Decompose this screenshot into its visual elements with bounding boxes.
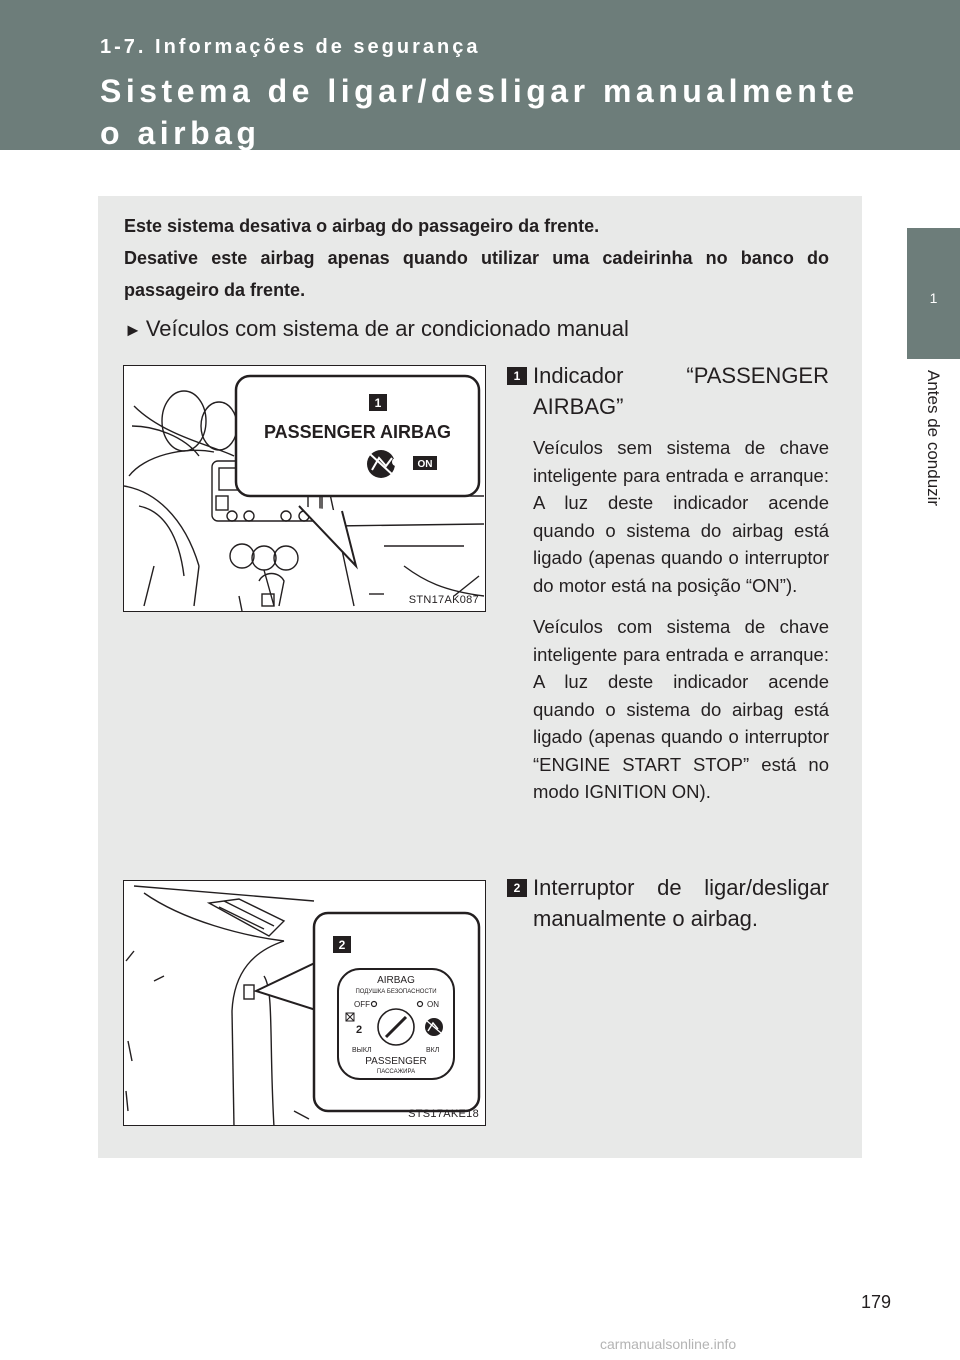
item-description-1: Veículos sem sistema de chave inteligente para entrada e arranque: A luz deste indicador acende quando o sistema do airbag está ligado (apenas quando o interruptor do motor está na posição “ON”). <box>533 437 829 596</box>
chapter-number: 1 <box>929 290 938 306</box>
page-number: 179 <box>860 1292 891 1312</box>
child-seat-on-icon <box>425 1018 443 1036</box>
switch-off-label: OFF <box>354 1000 370 1009</box>
triangle-arrow-icon: ► <box>124 320 142 340</box>
glovebox-illustration <box>124 881 486 1126</box>
switch-off-label-ru: ВЫКЛ <box>352 1047 372 1054</box>
switch-airbag-label: AIRBAG <box>377 975 415 986</box>
intro-line-1: Este sistema desativa o airbag do passageiro da frente. <box>124 216 600 236</box>
watermark: carmanualsonline.info <box>600 1336 737 1352</box>
subheading-text: Veículos com sistema de ar condicionado manual <box>145 316 629 341</box>
item-title-text: Interruptor de ligar/desligar manualmente o airbag. <box>533 875 829 931</box>
item-2 <box>507 872 829 934</box>
dashboard-illustration <box>124 366 486 612</box>
svg-text:2: 2 <box>356 1024 363 1036</box>
figure-code: STS17AKE18 <box>408 1108 479 1120</box>
airbag-label: AIRBAG <box>380 422 451 442</box>
item-marker: 1 <box>507 367 527 385</box>
chapter-rule <box>907 356 960 359</box>
item-title <box>507 872 829 934</box>
figure-airbag-switch <box>123 880 486 1126</box>
item-1 <box>507 360 829 806</box>
passenger-label: PASSENGER <box>264 422 376 442</box>
item-title <box>507 360 829 422</box>
figure-code: STN17AK087 <box>408 594 479 606</box>
page-title: Sistema de ligar/desligar manualmente o airbag <box>100 73 859 151</box>
intro-text <box>124 210 829 306</box>
item-description-2: Veículos com sistema de chave inteligente para entrada e arranque: A luz deste indicador acende quando o sistema do airbag está ligado (apenas quando o interruptor “ENGINE START STOP” está no modo IGNITION ON). <box>533 616 829 802</box>
item-marker: 2 <box>507 879 527 897</box>
on-indicator-text: ON <box>417 459 433 470</box>
switch-airbag-label-ru: ПОДУШКА БЕЗОПАСНОСТИ <box>355 989 437 995</box>
switch-on-label-ru: ВКЛ <box>426 1047 440 1054</box>
callout-marker-1-text: 1 <box>374 396 382 410</box>
chapter-tab <box>907 228 960 356</box>
subheading <box>124 316 629 342</box>
intro-line-2: Desative este airbag apenas quando utilizar uma cadeirinha no banco do passageiro da frente. <box>124 248 829 300</box>
callout-marker-2-text: 2 <box>338 938 346 952</box>
page-header <box>0 0 960 150</box>
switch-passenger-label: PASSENGER <box>365 1056 427 1067</box>
switch-passenger-label-ru: ПАССАЖИРА <box>376 1069 416 1075</box>
section-label: 1-7. Informações de segurança <box>100 36 481 58</box>
item-title-text: Indicador “PASSENGER AIRBAG” <box>533 363 829 419</box>
switch-on-label: ON <box>427 1000 439 1009</box>
chapter-label-wrap <box>913 370 953 540</box>
chapter-label: Antes de conduzir <box>924 370 943 507</box>
figure-dashboard-indicator <box>123 365 486 612</box>
